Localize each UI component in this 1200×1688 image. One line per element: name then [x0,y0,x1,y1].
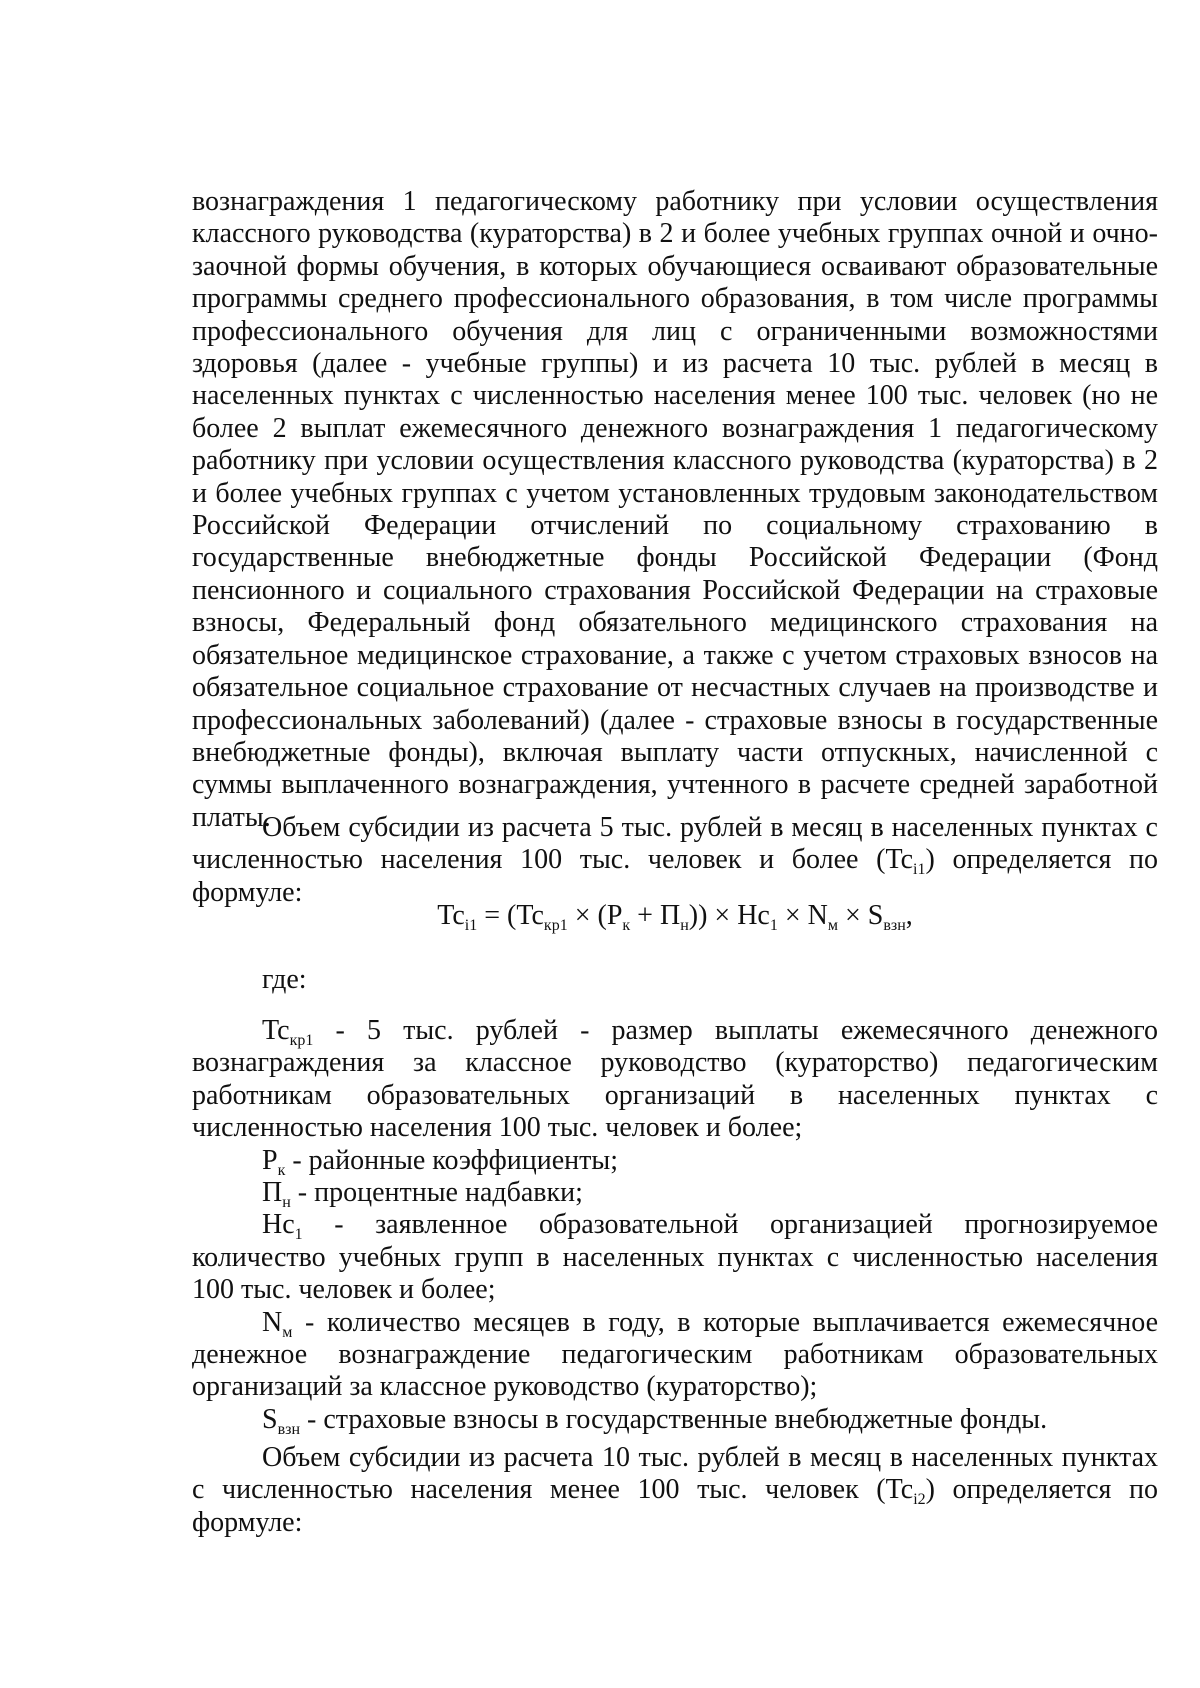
definition-svzn [192,1404,1158,1436]
definition-symbol: Tc [262,1015,290,1046]
paragraph-text: Объем субсидии из расчета 10 тыс. рублей в месяц в населенных пунктах с численностью населения менее 100 тыс. человек ( [192,1442,1158,1506]
formula-term: = (Tc [477,900,544,931]
definition-text: - 5 тыс. рублей - размер выплаты ежемесячного денежного вознаграждения за классное руководство (кураторство) педагогическим работникам образовательных организаций в населенных пунктах с численностью населения 100 тыс. человек и более; [192,1015,1158,1144]
symbol-subscript: i1 [913,861,926,879]
definition-pk [192,1145,1158,1177]
formula-term: + П [630,900,681,931]
symbol-subscript: i2 [913,1491,926,1509]
paragraph-tail: ) определяется по формуле: [192,1474,1158,1538]
paragraph-tail: ) определяется по формуле: [192,844,1158,908]
formula-subscript: кр1 [543,917,568,934]
definition-symbol: S [262,1403,278,1435]
definition-text: - районные коэффициенты; [285,1144,618,1176]
body-paragraph-continuation: вознаграждения 1 педагогическому работнику при условии осуществления классного руководства (кураторства) в 2 и более учебных группах очной и очно-заочной формы обучения, в которых обучающиеся осваивают образовательные программы среднего профессионального образования, в том числе программы профессионального обучения для лиц с ограниченными возможностями здоровья (далее - учебные группы) и из расчета 10 тыс. рублей в месяц в населенных пунктах с численностью населения менее 100 тыс. человек (но не более 2 выплат ежемесячного денежного вознаграждения 1 педагогическому работнику при условии осуществления классного руководства (кураторства) в 2 и более учебных группах с учетом установленных трудовым законодательством Российской Федерации отчислений по социальному страхованию в государственные внебюджетные фонды Российской Федерации (Фонд пенсионного и социального страхования Российской Федерации на страховые взносы, Федеральный фонд обязательного медицинского страхования на обязательное медицинское страхование, а также с учетом страховых взносов на обязательное социальное страхование от несчастных случаев на производстве и профессиональных заболеваний) (далее - страховые взносы в государственные внебюджетные фонды), включая выплату части отпускных, начисленной с суммы выплаченного вознаграждения, учтенного в расчете средней заработной платы. [192,186,1158,833]
formula-subscript: м [827,917,838,934]
where-label: где: [262,964,307,995]
definition-nm [192,1307,1158,1404]
symbol: Tc [885,1474,914,1506]
formula-term: × (P [567,900,623,931]
definition-pn [192,1177,1158,1212]
definition-symbol: Hc [262,1209,295,1241]
definition-text: - страховые взносы в государственные внебюджетные фонды. [300,1403,1048,1435]
formula-term: × N [777,900,828,931]
definition-text: - заявленное образовательной организацией прогнозируемое количество учебных групп в населенных пунктах с численностью населения 100 тыс. человек и более; [192,1209,1158,1306]
formula-term: )) × Hc [688,900,770,931]
definition-subscript: м [282,1323,293,1341]
definition-subscript: к [277,1161,286,1179]
formula-subscript: н [680,917,689,934]
definition-subscript: н [282,1194,291,1212]
body-paragraph-subsidy-5k [192,812,1158,909]
definition-subscript: взн [277,1420,301,1438]
formula-term: × S [837,900,884,931]
definitions-list [192,1015,1158,1436]
definition-symbol: N [262,1306,283,1338]
formula-subscript: взн [883,917,906,934]
definition-hc1 [192,1209,1158,1306]
definition-tc-kr1 [192,1015,1158,1145]
definition-subscript: 1 [294,1226,303,1244]
definition-text: - процентные надбавки; [290,1177,583,1209]
formula-subscript: i1 [464,917,478,934]
definition-subscript: кр1 [289,1032,314,1049]
symbol: Tc [885,844,914,876]
formula-term: , [905,900,913,931]
formula-subscript: 1 [769,917,778,934]
paragraph-text: Объем субсидии из расчета 5 тыс. рублей в месяц в населенных пунктах с численностью населения 100 тыс. человек и более ( [192,812,1158,876]
formula-term: Tc [437,900,465,931]
definition-symbol: P [262,1144,278,1176]
body-paragraph-subsidy-10k [192,1442,1158,1539]
formula-body [437,900,913,932]
definition-text: - количество месяцев в году, в которые выплачивается ежемесячное денежное вознаграждение педагогическим работникам образовательных организаций за классное руководство (кураторство); [192,1306,1158,1403]
definition-symbol: П [262,1177,283,1209]
formula-subscript: к [622,917,631,934]
formula-tc-i1 [0,900,1200,932]
